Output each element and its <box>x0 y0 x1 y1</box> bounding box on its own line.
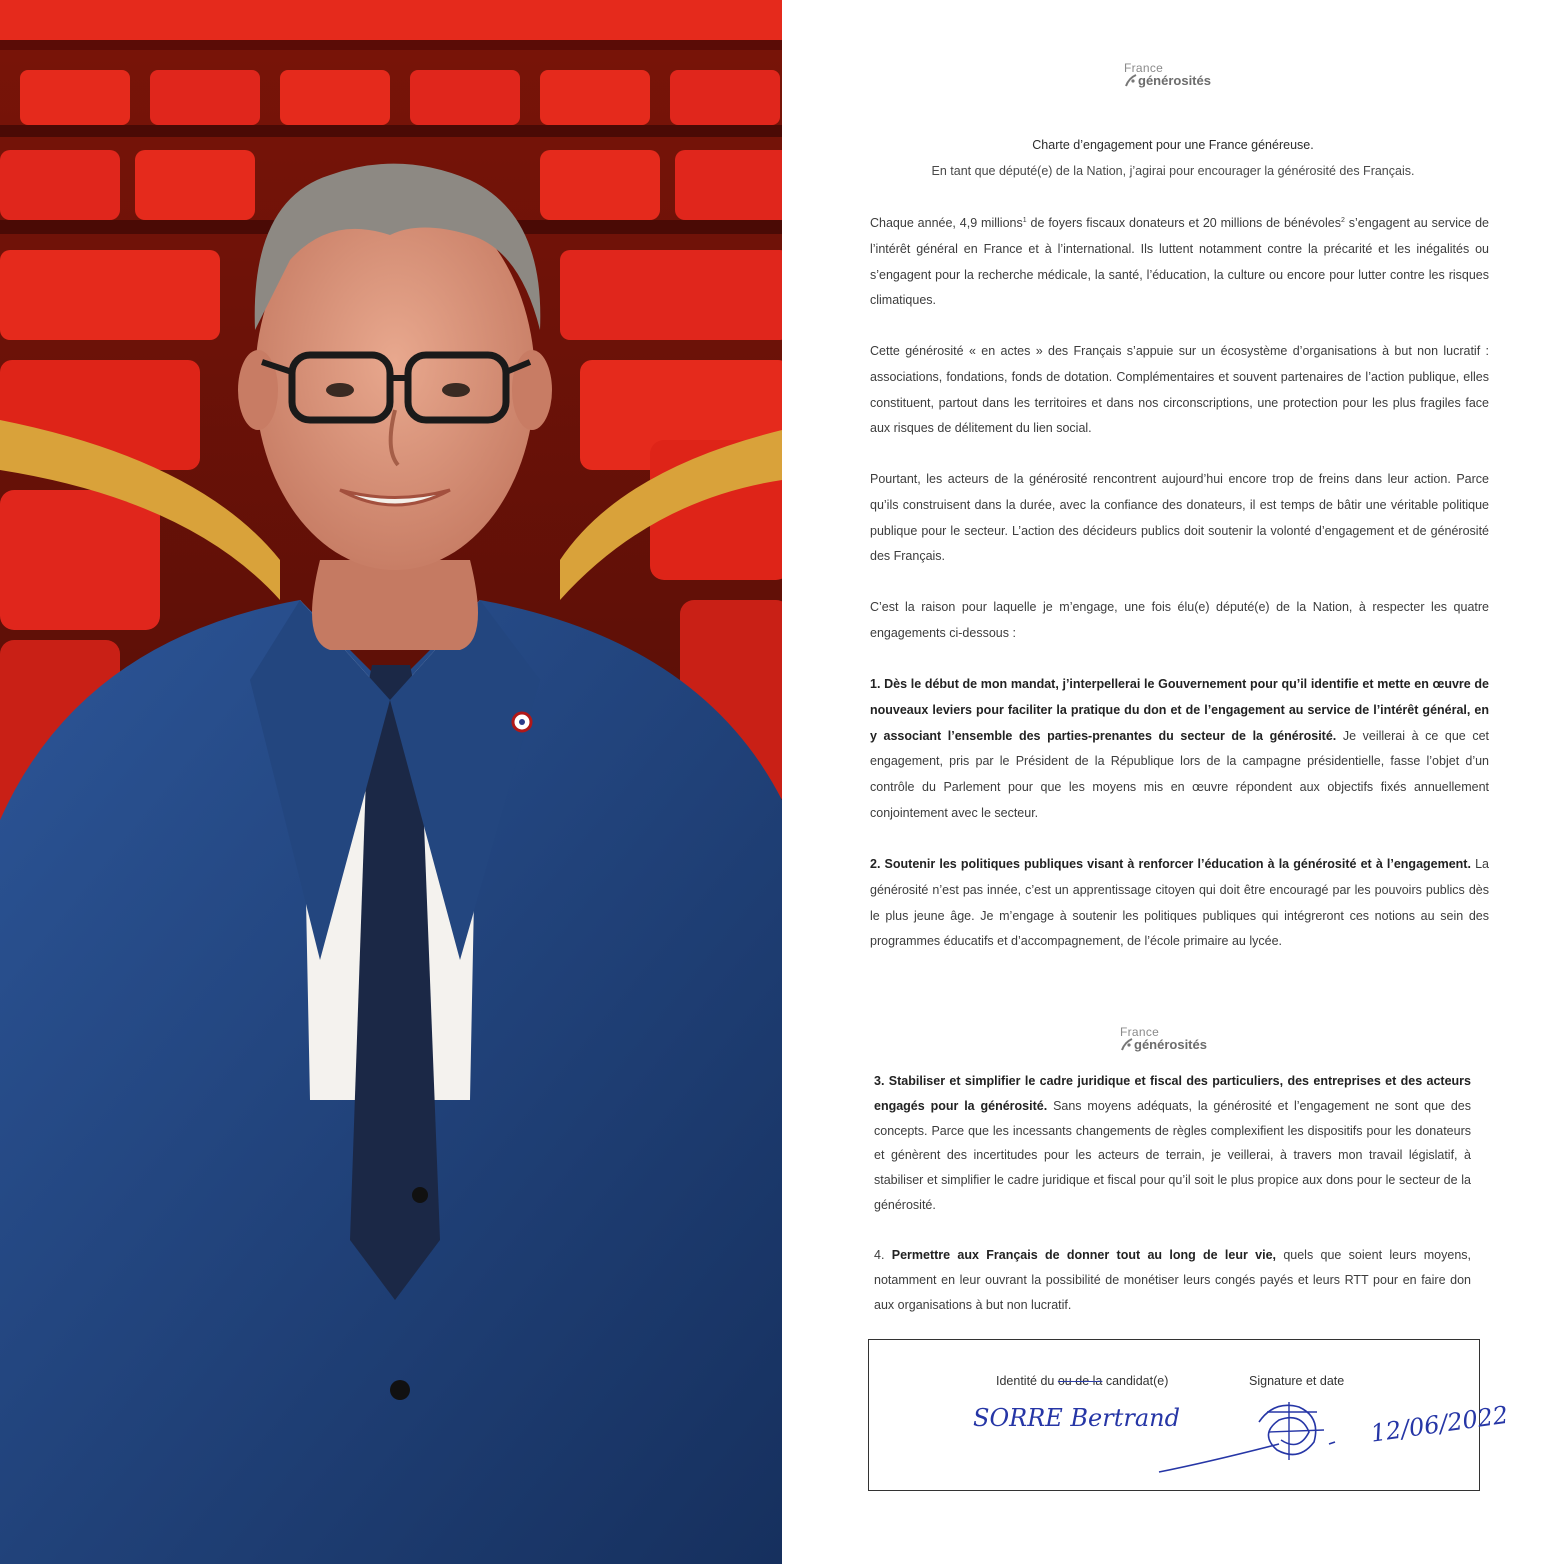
identity-label-b: candidat(e) <box>1102 1374 1169 1388</box>
commitment-1-text: Je veillerai à ce que cet engagement, pris par le Président de la République lors de la campagne présidentielle, fasse l’objet d’un contrôle du Parlement pour que les moyens mis en œuvre répondent aux objectifs fixés annuellement conjointement avec le secteur. <box>870 728 1489 820</box>
identity-label-a: Identité du <box>996 1374 1058 1388</box>
charter-title: Charte d’engagement pour une France généreuse. <box>1032 138 1314 152</box>
paragraph-2: Cette générosité « en actes » des Français s’appuie sur un écosystème d’organisations à but non lucratif : associations, fondations, fonds de dotation. Complémentaires et souvent partenaires de l’action publique, elles constituent, partout dans les territoires et dans nos circonscriptions, une protection pour les plus fragiles face aux risques de délitement du lien social. <box>870 344 1489 436</box>
handwritten-signature <box>1149 1392 1359 1482</box>
p1-part-a: Chaque année, 4,9 millions <box>870 216 1023 230</box>
commitment-4-heading: Permettre aux Français de donner tout au long de leur vie, <box>891 1248 1277 1262</box>
commitment-4-text: quels que soient leurs moyens, notamment en leur ouvrant la possibilité de monétiser leurs congés payés et leurs RTT pour en faire don aux organisations à but non lucratif. <box>874 1248 1471 1312</box>
paragraph-1 <box>870 211 1489 314</box>
logo-line-2: générosités <box>1138 73 1211 88</box>
logo-line-1: France <box>1124 61 1164 75</box>
paragraph-4: C’est la raison pour laquelle je m’engage, une fois élu(e) député(e) de la Nation, à respecter les quatre engagements ci-dessous : <box>870 600 1489 640</box>
identity-label-struck: ou de la <box>1057 1374 1103 1388</box>
logo-line-1: France <box>1120 1025 1160 1039</box>
commitment-2-text: La générosité n’est pas innée, c’est un apprentissage citoyen qui doit être encouragé par les pouvoirs publics dès le plus jeune âge. Je m’engage à soutenir les politiques publiques qui intégreront ces notions au sein des programmes éducatifs et d’accompagnement, de l’école primaire au lycée. <box>870 857 1489 949</box>
commitment-2 <box>870 852 1489 955</box>
commitment-1-heading: 1. Dès le début de mon mandat, j’interpellerai le Gouvernement pour qu’il identifie et mette en œuvre de nouveaux leviers pour faciliter la pratique du don et de l’engagement au service de l’intérêt général, en y associant l’ensemble des parties-prenantes du secteur de la générosité. <box>870 677 1489 743</box>
commitment-4 <box>874 1243 1471 1317</box>
commitment-2-heading: 2. Soutenir les politiques publiques visant à renforcer l’éducation à la générosité et à l’engagement. <box>870 857 1471 871</box>
france-generosites-logo-top <box>1124 62 1211 87</box>
footnote-2: 2 <box>1340 216 1345 224</box>
logo-swoosh-icon <box>1120 1036 1134 1052</box>
paragraph-3: Pourtant, les acteurs de la générosité rencontrent aujourd’hui encore trop de freins dans leur action. Parce qu’ils construisent dans la durée, avec la confiance des donateurs, il est temps de bâtir une véritable politique publique pour le secteur. L’action des décideurs publics doit soutenir la volonté d’engagement et de générosité des Français. <box>870 472 1489 564</box>
charter-document <box>782 0 1564 1564</box>
logo-swoosh-icon <box>1124 72 1138 88</box>
commitment-3-text: Sans moyens adéquats, la générosité et l’engagement ne sont que des concepts. Parce que les incessants changements de règles complexifient les dispositifs pour les donateurs et génèrent des incertitudes pour les acteurs de terrain, je veillerai, à travers mon travail législatif, à stabiliser et simplifier le cadre juridique et fiscal pour qu’il soit le plus propice aux dons pour le secteur de la générosité. <box>874 1098 1472 1212</box>
commitment-1 <box>870 672 1489 827</box>
handwritten-name: SORRE Bertrand <box>973 1404 1180 1432</box>
france-generosites-logo-page2 <box>1120 1026 1207 1051</box>
commitment-3 <box>874 1069 1471 1218</box>
footnote-1: 1 <box>1022 216 1027 224</box>
handwritten-date: 12/06/2022 <box>1369 1400 1510 1448</box>
commitment-4-number: 4. <box>874 1248 892 1262</box>
logo-line-2: générosités <box>1134 1037 1207 1052</box>
p1-part-c: s’engagent au service de l’intérêt général en France et à l’international. Ils luttent notamment contre la précarité et les inégalités ou s’engagent pour la recherche médicale, la santé, l’éducation, la culture ou encore pour lutter contre les risques climatiques. <box>870 216 1489 308</box>
signature-date-label: Signature et date <box>1249 1374 1345 1388</box>
identity-label <box>996 1374 1168 1388</box>
signature-box <box>868 1339 1510 1491</box>
charter-subtitle: En tant que député(e) de la Nation, j’agirai pour encourager la générosité des Français. <box>931 164 1415 178</box>
commitment-3-heading: 3. Stabiliser et simplifier le cadre juridique et fiscal des particuliers, des entreprises et des acteurs engagés pour la générosité. <box>874 1074 1471 1113</box>
p1-part-b: de foyers fiscaux donateurs et 20 millions de bénévoles <box>1026 216 1341 230</box>
